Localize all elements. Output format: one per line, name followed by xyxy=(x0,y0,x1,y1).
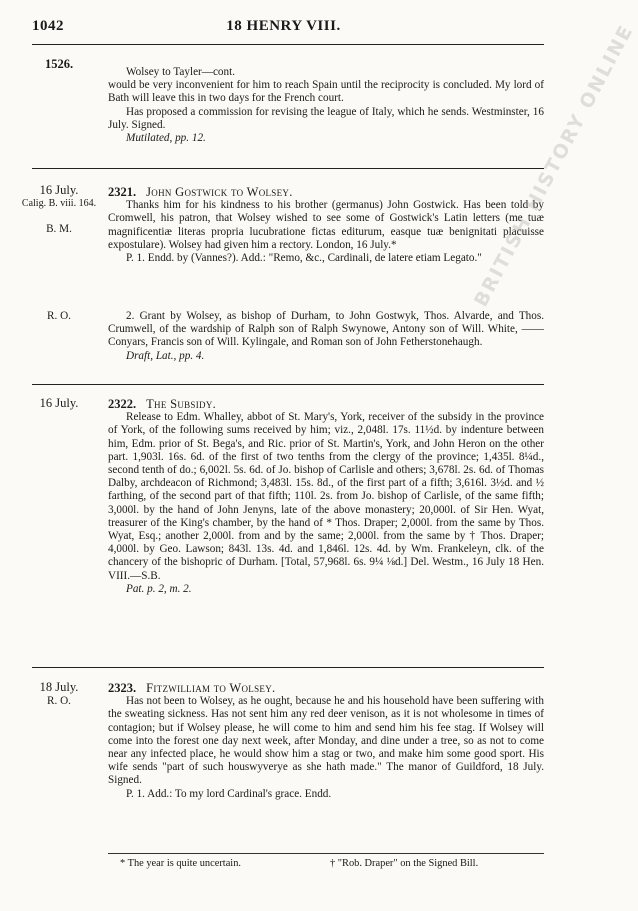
entry-note: P. 1. Endd. by (Vannes?). Add.: "Remo, &c., Cardinali, de latere etiam Legato." xyxy=(126,252,482,265)
wolsey-continuation xyxy=(108,66,544,145)
margin-date-2323: 18 July. xyxy=(39,680,79,694)
entry-note: P. 1. Add.: To my lord Cardinal's grace. Endd. xyxy=(126,787,332,800)
entry-2323 xyxy=(108,682,544,801)
entry-2321-grant xyxy=(108,310,544,363)
wolsey-note: Mutilated, pp. 12. xyxy=(126,132,206,145)
running-title: 18 HENRY VIII. xyxy=(226,18,341,34)
section-rule xyxy=(32,667,544,668)
entry-number: 2322. xyxy=(108,397,137,411)
margin-bm-2321: B. M. xyxy=(46,223,72,235)
footnote-rule xyxy=(108,853,544,854)
entry-2321 xyxy=(108,186,544,265)
footnote-dagger: † "Rob. Draper" on the Signed Bill. xyxy=(330,858,479,869)
entry-number: 2323. xyxy=(108,681,137,695)
margin-ref-2321: Calig. B. viii. 164. xyxy=(21,198,97,209)
entry-note: Pat. p. 2, m. 2. xyxy=(126,582,192,595)
wolsey-heading: Wolsey to Tayler—cont. xyxy=(126,66,236,78)
grant-text: 2. Grant by Wolsey, as bishop of Durham, to John Gostwyk, Thos. Alvarde, and Thos. Crumwell, of the wardship of Ralph son of Ralph Swynowe, Antony son of Will. White, —— Conyars, Francis son of Will. Kylingale, and Roman son of John Fetherstonehaugh. xyxy=(108,310,544,349)
entry-2322 xyxy=(108,398,544,596)
entry-text: Has not been to Wolsey, as he ought, because he and his household have been suffering with the sweating sickness. Has not sent him any red deer venison, as it is not wholesome in times of contagion; but if Wolsey please, he will come to him and send him his fee stag. If Wolsey will come into the forest one day next week, after Monday, and dine under a tree, so as not to come near any infected place, he would show him a stag or two, and make him some good sport. His wife sends "part of such houswyverye as she hath made." The manor of Guildford, 18 July. Signed. xyxy=(108,695,544,787)
margin-date-2322: 16 July. xyxy=(39,396,79,410)
grant-note: Draft, Lat., pp. 4. xyxy=(126,349,205,362)
entry-title: The Subsidy. xyxy=(146,397,217,411)
entry-title: John Gostwick to Wolsey. xyxy=(146,185,293,199)
margin-ro-2321: R. O. xyxy=(47,310,71,322)
wolsey-text: would be very inconvenient for him to reach Spain until the reciprocity is concluded. My lord of Bath will leave this in two days for the French court. xyxy=(108,79,544,105)
margin-year: 1526. xyxy=(44,57,74,71)
section-rule xyxy=(32,168,544,169)
entry-title: Fitzwilliam to Wolsey. xyxy=(146,681,276,695)
entry-text: Thanks him for his kindness to his brother (germanus) John Gostwick. Has been told by Cromwell, his patron, that Wolsey wished to see some of Gostwick's Latin letters (me tuæ magnificentiæ literas propria lucubratione fictas editurum, easque tuæ benignitati placuisse expostulare). Wolsey had given him a rectory. London, 16 July.* xyxy=(108,199,544,251)
entry-text: Release to Edm. Whalley, abbot of St. Mary's, York, receiver of the subsidy in the province of York, of the following sums received by him; viz., 2,048l. 17s. 11½d. by indenture between him, Edm. prior of St. Bega's, and Ric. prior of St. Martin's, York, and John Heron on the other part. 1,903l. 16s. 6d. of the first of two tenths from the clergy of the province; 1,435l. 8¼d., second tenth of do.; 6,002l. 5s. 6d. of Jo. bishop of Carlisle and others; 3,678l. 2s. 6d. of Thomas Dalby, archdeacon of Richmond; 3,483l. 15s. 8d., of the first part of a fifth; 3,616l. 3½d. and ½ farthing, of the second part of that fifth; 110l. 2s. from Jo. bishop of Carlisle, of the same fifth; 3,000l. by the hand of John Jenyns, late of the above monastery; 20,000l. of Sir Hen. Wyat, treasurer of the King's chamber, by the hand of * Thos. Draper; 2,000l. from the same by Thos. Wyat, Esq.; another 2,000l. from and by the same; 2,000l. from the same by † Thos. Draper; 4,000l. by Geo. Lawson; 843l. 13s. 4d. and 1,846l. 12s. 4d. by Wm. Frankeleyn, clk. of the chancery of the bishopric of Durham. [Total, 57,968l. 6s. 9¼ ⅛d.] Del. Westm., 16 July 18 Hen. VIII.—S.B. xyxy=(108,411,544,582)
wolsey-text2: Has proposed a commission for revising the league of Italy, which he sends. Westminster, 16 July. Signed. xyxy=(108,105,544,131)
watermark-stamp: BRITISH HISTORY ONLINE xyxy=(470,20,638,311)
page-number: 1042 xyxy=(32,18,64,34)
footnote-star: * The year is quite uncertain. xyxy=(120,858,241,869)
entry-number: 2321. xyxy=(108,185,137,199)
section-rule xyxy=(32,384,544,385)
margin-date-2321: 16 July. xyxy=(39,183,79,197)
margin-ro-2323: R. O. xyxy=(47,695,71,707)
header-rule xyxy=(32,44,544,45)
